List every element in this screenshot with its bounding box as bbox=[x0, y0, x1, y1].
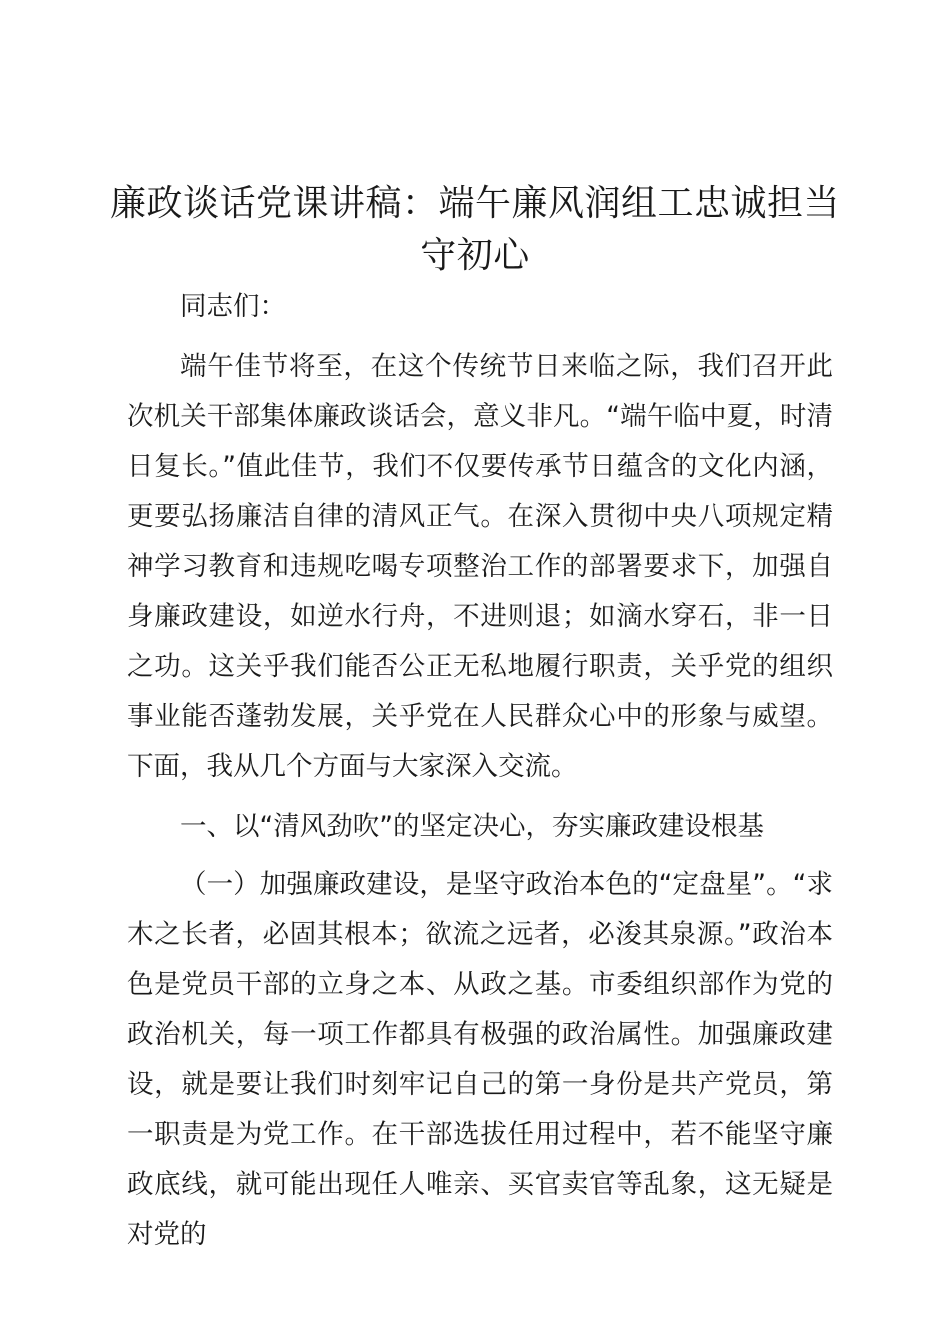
salutation: 同志们： bbox=[180, 291, 286, 322]
document-body bbox=[127, 282, 833, 1270]
body-paragraph: 端午佳节将至，在这个传统节日来临之际，我们召开此次机关干部集体廉政谈话会，意义非凡。“端午临中夏，时清日复长。”值此佳节，我们不仅要传承节日蕴含的文化内涵，更要弘扬廉洁自律的清风正气。在深入贯彻中央八项规定精神学习教育和违规吃喝专项整治工作的部署要求下，加强自身廉政建设，如逆水行舟，不进则退；如滴水穿石，非一日之功。这关乎我们能否公正无私地履行职责，关乎党的组织事业能否蓬勃发展，关乎党在人民群众心中的形象与威望。下面，我从几个方面与大家深入交流。 bbox=[127, 351, 833, 782]
section-heading: 一、以“清风劲吹”的坚定决心，夯实廉政建设根基 bbox=[180, 811, 764, 842]
document-title: 廉政谈话党课讲稿：端午廉风润组工忠诚担当守初心 bbox=[110, 183, 841, 276]
subsection-paragraph: （一）加强廉政建设，是坚守政治本色的“定盘星”。“求木之长者，必固其根本；欲流之远者，必浚其泉源。”政治本色是党员干部的立身之本、从政之基。市委组织部作为党的政治机关，每一项工作都具有极强的政治属性。加强廉政建设，就是要让我们时刻牢记自己的第一身份是共产党员，第一职责是为党工作。在干部选拔任用过程中，若不能坚守廉政底线，就可能出现任人唯亲、买官卖官等乱象，这无疑是对党的 bbox=[127, 869, 833, 1250]
